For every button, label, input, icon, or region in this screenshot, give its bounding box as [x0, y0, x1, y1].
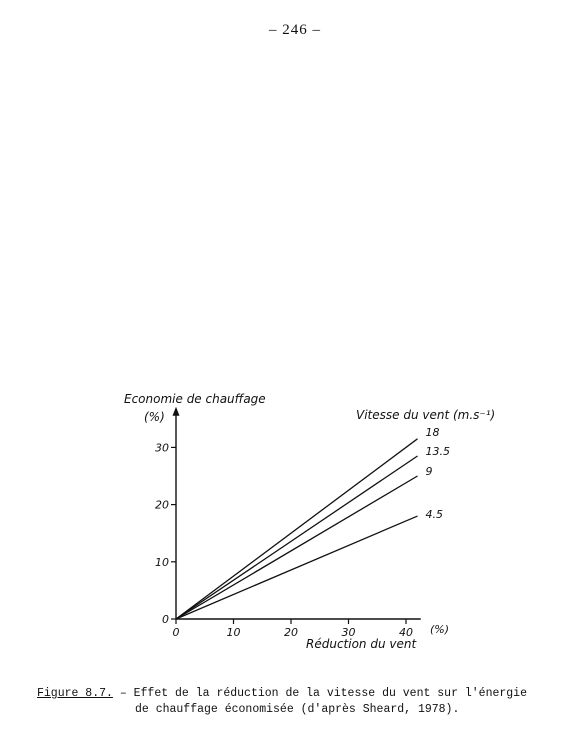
legend-title: Vitesse du vent (m.s⁻¹) — [356, 408, 496, 422]
y-tick-label: 0 — [162, 613, 169, 626]
page-number: – 246 – — [269, 22, 321, 38]
x-axis-label: Réduction du vent — [306, 637, 417, 651]
y-axis-label: (%) — [144, 410, 165, 424]
x-tick-label: 40 — [399, 626, 413, 639]
x-tick-label: 20 — [284, 626, 298, 639]
figure-caption — [37, 686, 567, 718]
series-lines — [176, 426, 450, 619]
x-tick-label: 0 — [172, 626, 180, 639]
x-axis-unit-label: (%) — [430, 623, 450, 636]
caption-line-2: de chauffage économisée (d'après Sheard, 1978). — [135, 703, 460, 716]
y-tick-label: 20 — [155, 498, 169, 512]
series-label: 4.5 — [425, 508, 443, 522]
caption-figure-label: Figure 8.7. — [37, 687, 113, 700]
x-tick-label: 30 — [341, 626, 356, 639]
y-tick-label: 10 — [155, 555, 169, 569]
caption-line-1 — [37, 686, 567, 702]
series-label: 18 — [425, 425, 440, 439]
series-line — [176, 439, 418, 619]
series-label: 13.5 — [425, 444, 450, 458]
chart-title: Economie de chauffage — [124, 392, 266, 406]
y-tick-label: 30 — [155, 441, 169, 455]
series-label: 9 — [425, 465, 433, 478]
x-tick-label: 10 — [226, 626, 241, 639]
series-line — [176, 476, 418, 619]
caption-text-1: – Effet de la réduction de la vitesse du vent sur l'énergie — [112, 687, 527, 700]
series-line — [176, 516, 418, 619]
series-line — [176, 456, 418, 619]
y-axis-arrow-icon — [173, 407, 180, 416]
